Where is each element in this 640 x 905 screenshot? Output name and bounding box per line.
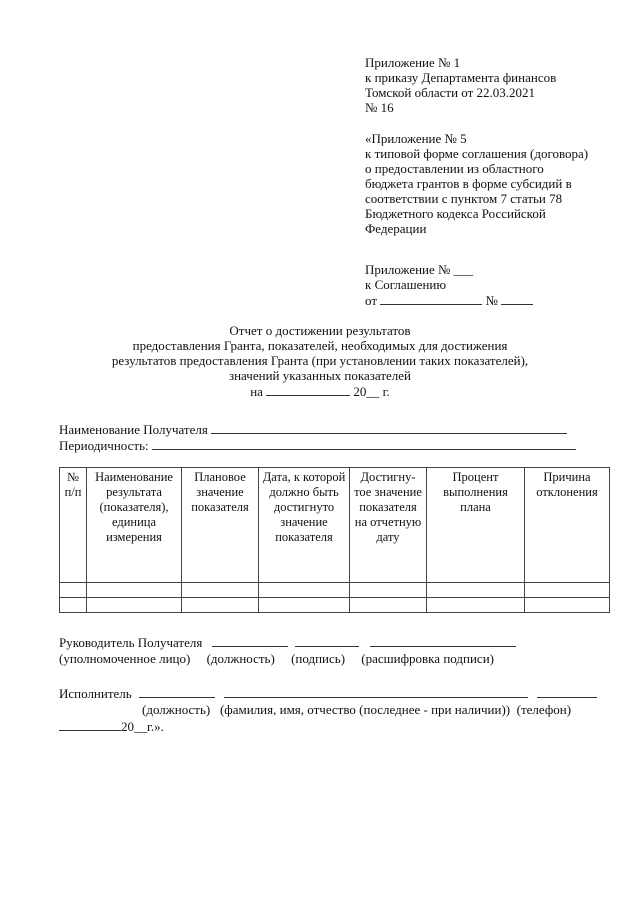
table-cell[interactable] bbox=[60, 583, 87, 598]
report-table bbox=[59, 467, 610, 613]
table-cell[interactable] bbox=[182, 583, 259, 598]
head-signature-row bbox=[59, 634, 516, 650]
head-label: Руководитель Получателя bbox=[59, 635, 203, 650]
appendix-line: Приложение № 1 bbox=[365, 55, 461, 70]
report-title-line: предоставления Гранта, показателей, необходимых для достижения bbox=[132, 338, 508, 353]
executor-name-field[interactable] bbox=[224, 685, 528, 698]
appendix-line: Бюджетного кодекса Российской bbox=[365, 206, 546, 221]
table-cell[interactable] bbox=[427, 598, 525, 613]
periodicity-field[interactable] bbox=[152, 437, 576, 450]
col-header-number: № п/п bbox=[60, 468, 87, 583]
agreement-date-blank[interactable] bbox=[380, 292, 482, 305]
table-cell[interactable] bbox=[87, 583, 182, 598]
table-cell[interactable] bbox=[427, 583, 525, 598]
report-date-blank[interactable] bbox=[266, 383, 350, 396]
table-cell[interactable] bbox=[259, 583, 350, 598]
appendix-line: о предоставлении из областного bbox=[365, 161, 544, 176]
col-header-achieved-value: Достигну-тое значение показателя на отчетную дату bbox=[350, 468, 427, 583]
col-header-planned-value: Плановое значение показателя bbox=[182, 468, 259, 583]
head-name-field[interactable] bbox=[370, 634, 516, 647]
agreement-appendix-number: Приложение № ___ bbox=[365, 262, 474, 277]
report-title-line: значений указанных показателей bbox=[228, 368, 412, 383]
table-row bbox=[60, 583, 610, 598]
executor-captions: (должность) (фамилия, имя, отчество (последнее - при наличии)) (телефон) bbox=[142, 702, 572, 717]
executor-phone-field[interactable] bbox=[537, 685, 597, 698]
recipient-name-row bbox=[59, 421, 567, 437]
col-header-completion-percent: Процент выполнения плана bbox=[427, 468, 525, 583]
table-header-row bbox=[60, 468, 610, 583]
head-position-field[interactable] bbox=[212, 634, 288, 647]
table-cell[interactable] bbox=[525, 583, 610, 598]
executor-row bbox=[59, 685, 597, 701]
appendix-line: бюджета грантов в форме субсидий в bbox=[365, 176, 572, 191]
table-cell[interactable] bbox=[350, 583, 427, 598]
table-row bbox=[60, 598, 610, 613]
col-header-result-name: Наименование результата (показателя), единица измерения bbox=[87, 468, 182, 583]
appendix-line: Федерации bbox=[365, 221, 427, 236]
executor-label: Исполнитель bbox=[59, 686, 132, 701]
report-title bbox=[0, 323, 640, 398]
agreement-appendix bbox=[365, 262, 533, 307]
appendix-line: Томской области от 22.03.2021 bbox=[365, 85, 536, 100]
report-title-line: Отчет о достижении результатов bbox=[229, 323, 411, 338]
appendix-line: «Приложение № 5 bbox=[365, 131, 467, 146]
executor-position-field[interactable] bbox=[139, 685, 215, 698]
appendix-1-header bbox=[365, 55, 556, 115]
report-date-line: на 20__ г. bbox=[250, 384, 390, 399]
periodicity-row bbox=[59, 437, 576, 453]
appendix-line: к приказу Департамента финансов bbox=[365, 70, 557, 85]
agreement-reference: к Соглашению bbox=[365, 277, 447, 292]
col-header-target-date: Дата, к которой должно быть достигнуто значение показателя bbox=[259, 468, 350, 583]
table-cell[interactable] bbox=[259, 598, 350, 613]
report-title-line: результатов предоставления Гранта (при установлении таких показателей), bbox=[111, 353, 529, 368]
table-cell[interactable] bbox=[87, 598, 182, 613]
table-cell[interactable] bbox=[182, 598, 259, 613]
table-cell[interactable] bbox=[60, 598, 87, 613]
periodicity-label: Периодичность: bbox=[59, 438, 149, 453]
col-header-deviation-reason: Причина отклонения bbox=[525, 468, 610, 583]
table-cell[interactable] bbox=[525, 598, 610, 613]
executor-date-blank[interactable] bbox=[59, 718, 121, 731]
executor-date-row: 20__г.». bbox=[59, 718, 164, 734]
recipient-name-field[interactable] bbox=[211, 421, 567, 434]
appendix-line: соответствии с пунктом 7 статьи 78 bbox=[365, 191, 563, 206]
appendix-5-header bbox=[365, 131, 588, 236]
agreement-date-line: от № bbox=[365, 292, 533, 307]
table-cell[interactable] bbox=[350, 598, 427, 613]
head-signature-captions: (уполномоченное лицо) (должность) (подпись) (расшифровка подписи) bbox=[59, 651, 494, 666]
recipient-name-label: Наименование Получателя bbox=[59, 422, 208, 437]
appendix-line: к типовой форме соглашения (договора) bbox=[365, 146, 589, 161]
appendix-line: № 16 bbox=[365, 100, 394, 115]
agreement-number-blank[interactable] bbox=[501, 292, 533, 305]
head-signature-field[interactable] bbox=[295, 634, 359, 647]
